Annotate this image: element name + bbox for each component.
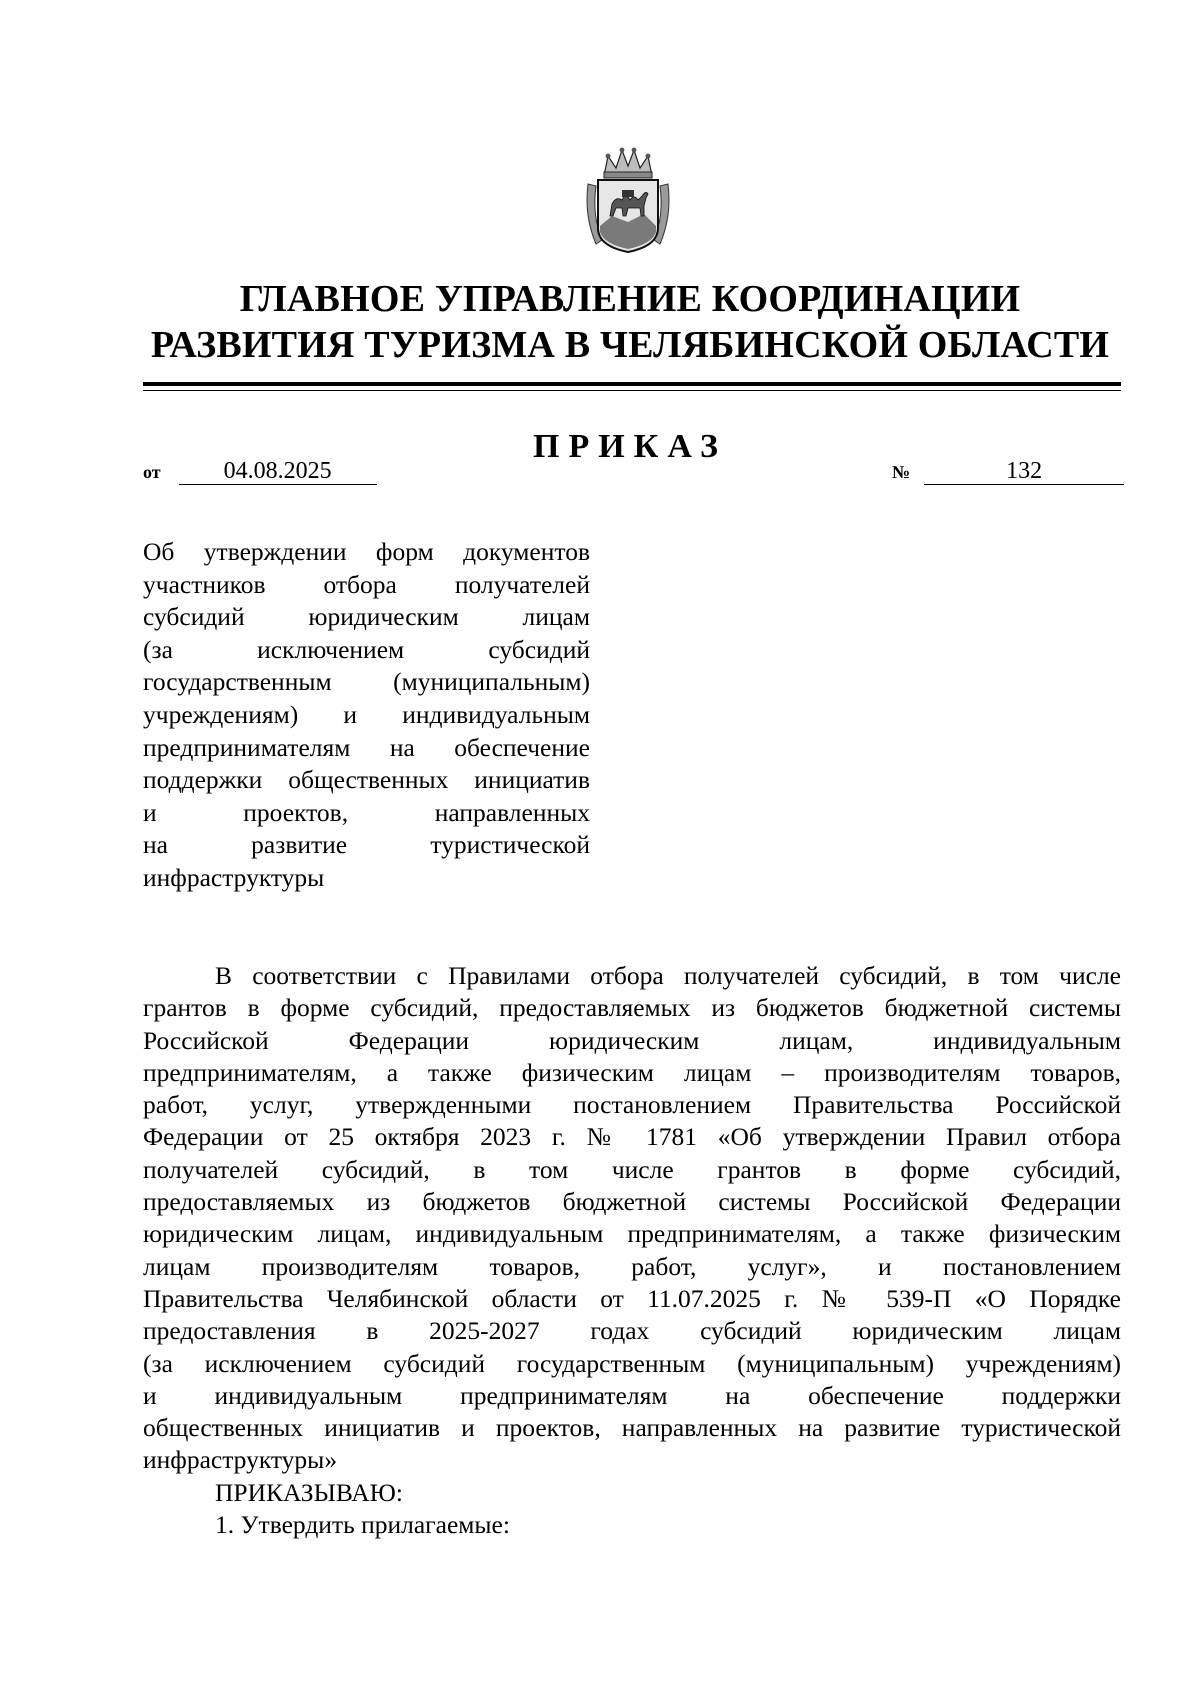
order-body (143, 960, 1121, 1541)
subject-line: Об утверждении форм документов (143, 537, 590, 566)
body-line: лицам производителям товаров, работ, услуг», и постановлением (143, 1251, 1121, 1281)
subject-line: участников отбора получателей (143, 569, 590, 599)
body-line: Правительства Челябинской области от 11.07.2025 г. № 539-П «О Порядке (143, 1283, 1121, 1313)
body-line: и индивидуальным предпринимателям на обеспечение поддержки (143, 1380, 1121, 1410)
order-subject (143, 536, 590, 895)
organization-name-line-1: ГЛАВНОЕ УПРАВЛЕНИЕ КООРДИНАЦИИ (239, 278, 1021, 320)
organization-name-line-2: РАЗВИТИЯ ТУРИЗМА В ЧЕЛЯБИНСКОЙ ОБЛАСТИ (150, 324, 1110, 366)
body-line: (за исключением субсидий государственным (муниципальным) учреждениям) (143, 1348, 1121, 1378)
body-line: Российской Федерации юридическим лицам, индивидуальным (143, 1025, 1121, 1055)
order-number-block (892, 458, 1124, 485)
header-rule-thin (143, 390, 1121, 391)
subject-line: государственным (муниципальным) (143, 667, 590, 697)
body-line: получателей субсидий, в том числе грантов в форме субсидий, (143, 1154, 1121, 1184)
subject-line: (за исключением субсидий (143, 634, 590, 664)
order-number: 132 (924, 458, 1124, 485)
body-line: предоставления в 2025-2027 годах субсидий юридическим лицам (143, 1316, 1121, 1346)
body-line: инфраструктуры» (143, 1445, 338, 1475)
subject-line: субсидий юридическим лицам (143, 602, 590, 632)
date-label: от (143, 462, 161, 482)
body-line: общественных инициатив и проектов, направленных на развитие туристической (143, 1413, 1121, 1443)
subject-line: учреждениям) и индивидуальным (143, 699, 590, 729)
order-item-1: 1. Утвердить прилагаемые: (215, 1510, 510, 1540)
body-line: юридическим лицам, индивидуальным предпринимателям, а также физическим (143, 1219, 1121, 1249)
order-date: 04.08.2025 (179, 458, 377, 485)
header-rule-thick (143, 382, 1121, 386)
subject-line: инфраструктуры (143, 862, 325, 892)
directive: ПРИКАЗЫВАЮ: (215, 1477, 403, 1507)
body-line: предоставляемых из бюджетов бюджетной системы Российской Федерации (143, 1187, 1121, 1217)
number-label: № (892, 462, 911, 482)
subject-line: предпринимателям на обеспечение (143, 732, 590, 762)
chelyabinsk-coat-of-arms-icon (582, 146, 674, 256)
subject-line: поддержки общественных инициатив (143, 765, 590, 795)
order-date-block (143, 458, 377, 485)
subject-line: и проектов, направленных (143, 797, 590, 827)
body-line: грантов в форме субсидий, предоставляемых из бюджетов бюджетной системы (143, 993, 1121, 1023)
order-title: ПРИКАЗ (533, 428, 727, 465)
subject-line: на развитие туристической (143, 830, 590, 860)
body-line: работ, услуг, утвержденными постановлением Правительства Российской (143, 1090, 1121, 1120)
body-line: Федерации от 25 октября 2023 г. № 1781 «Об утверждении Правил отбора (143, 1122, 1121, 1152)
coat-of-arms-emblem (582, 146, 674, 256)
body-line: В соответствии с Правилами отбора получателей субсидий, в том числе (215, 961, 1121, 990)
body-line: предпринимателям, а также физическим лицам – производителям товаров, (143, 1057, 1121, 1087)
